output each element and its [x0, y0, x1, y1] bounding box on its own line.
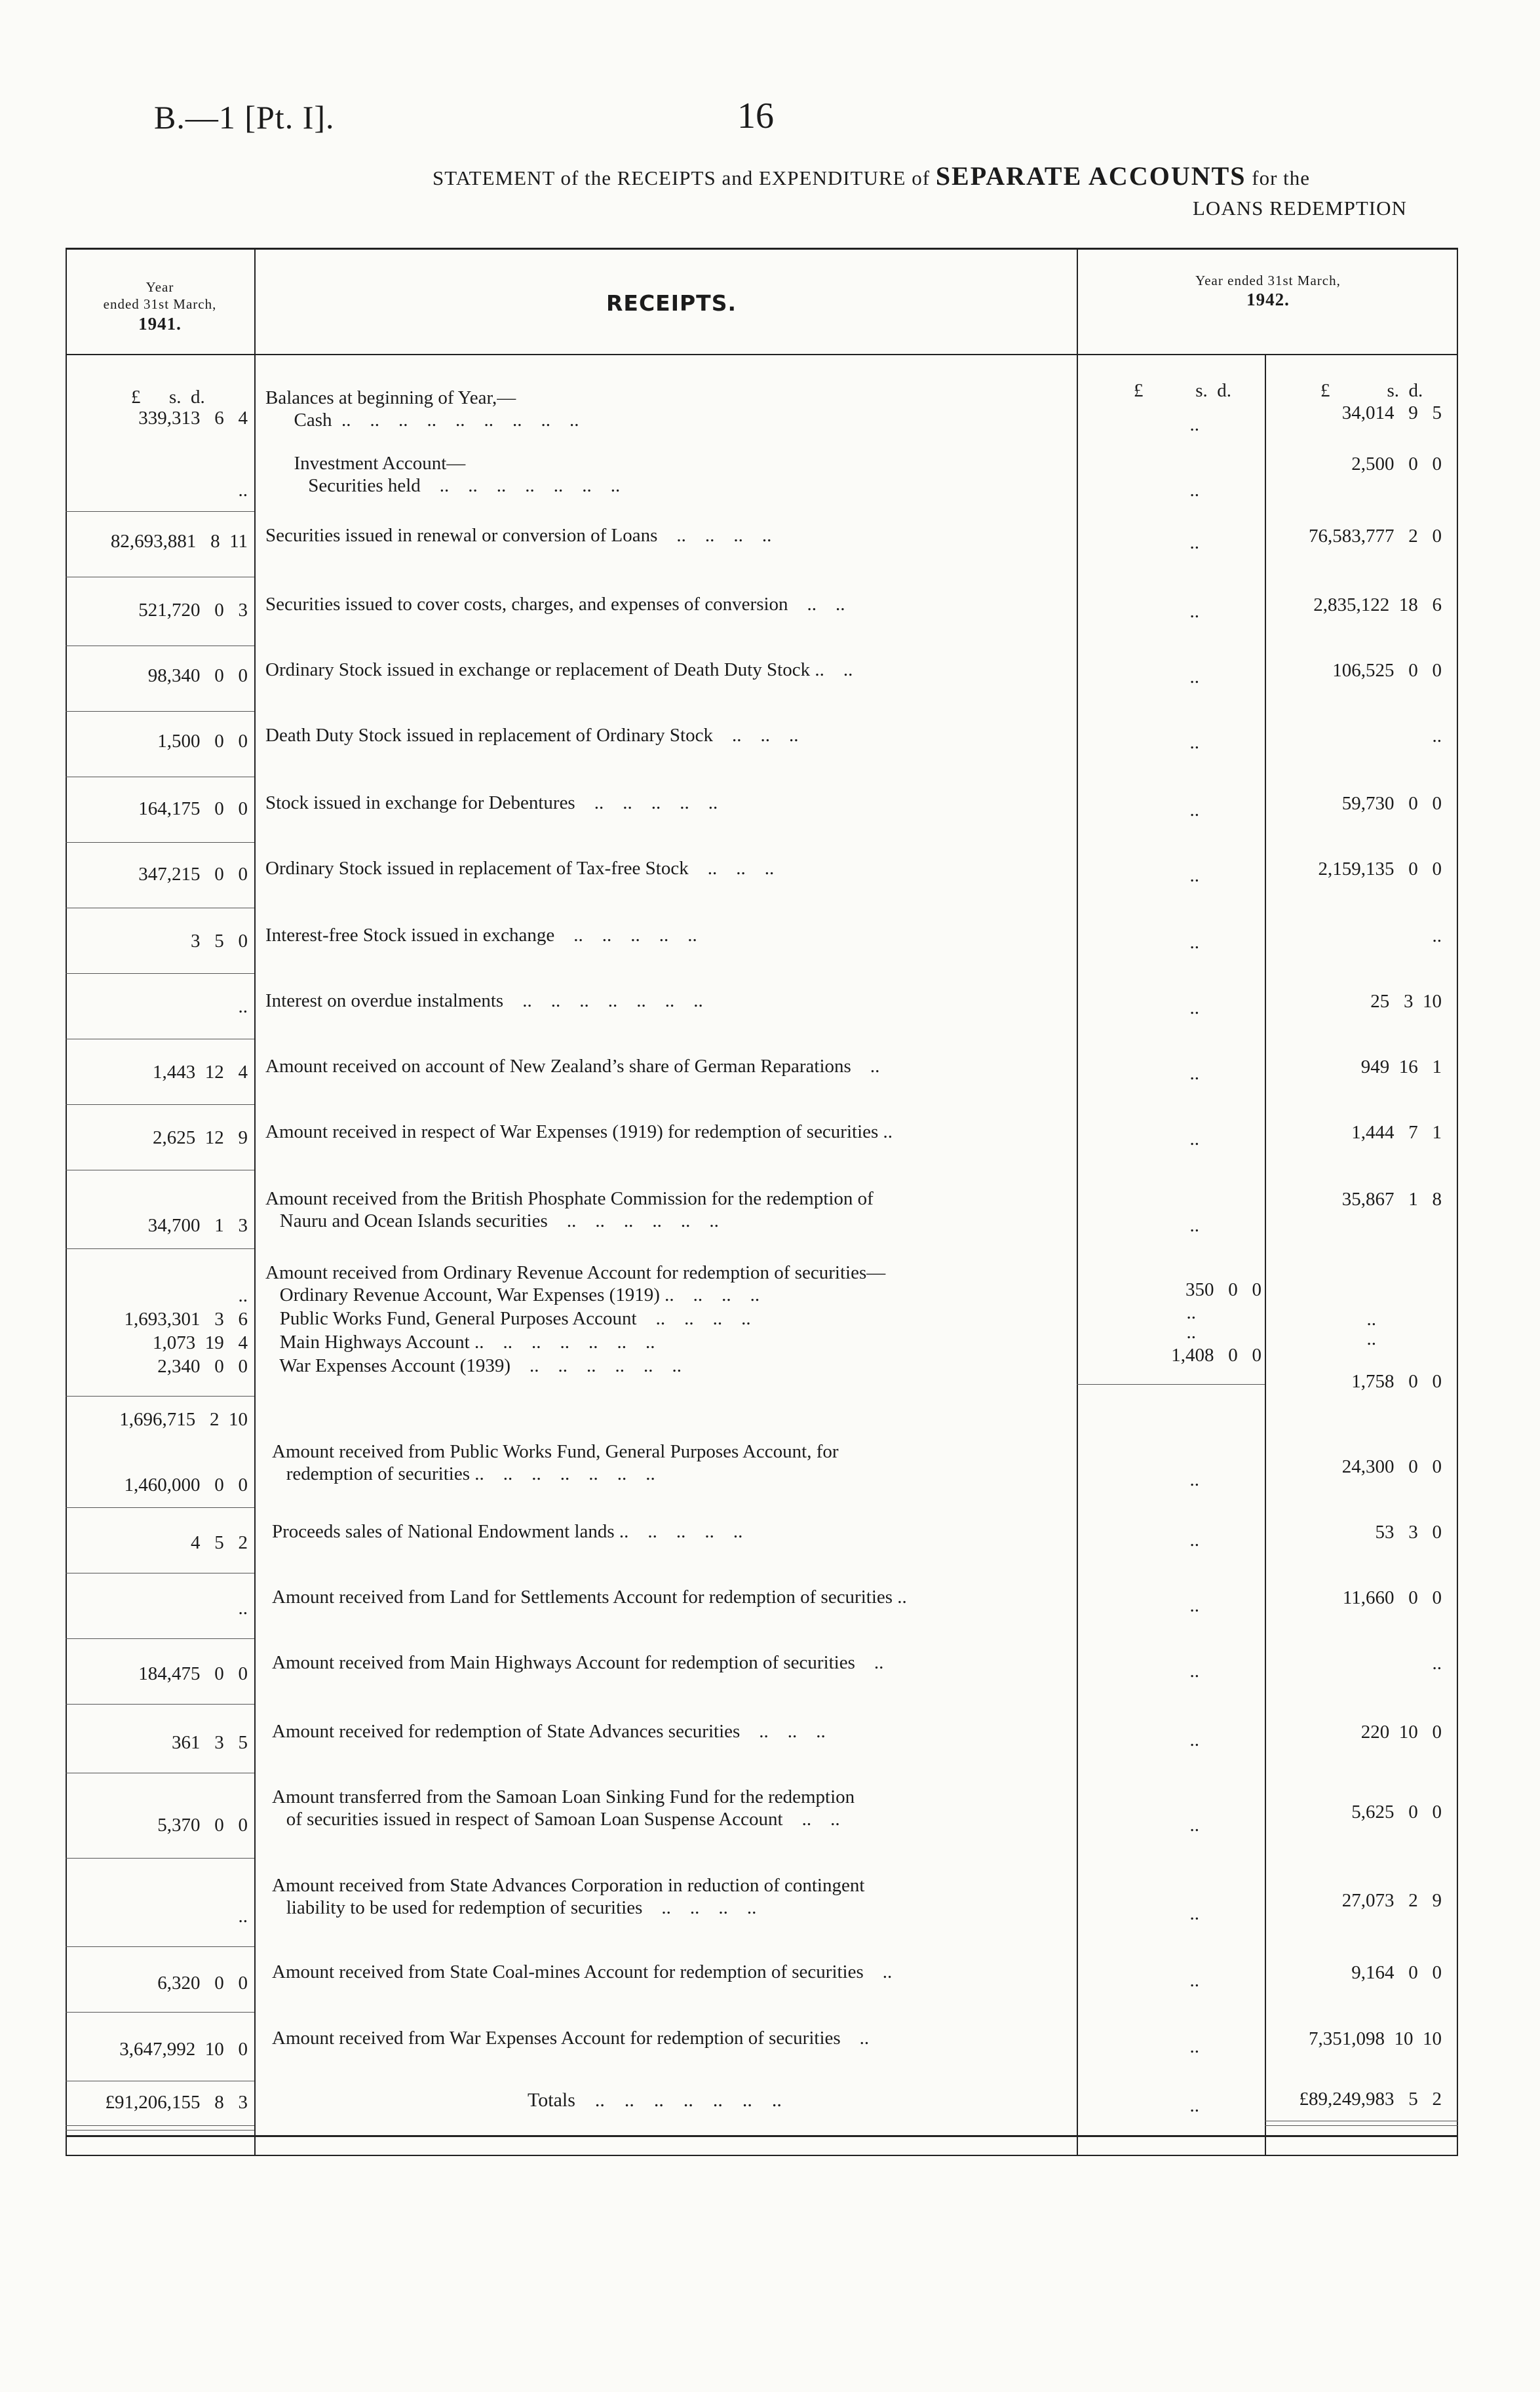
prev-year-amount: .. [238, 1285, 248, 1306]
current-year-amount: 25 3 10 [1370, 991, 1442, 1012]
prev-year-amount: 1,500 0 0 [157, 731, 248, 752]
col-rule-1 [254, 248, 256, 2156]
prev-year-amount: 1,073 19 4 [153, 1332, 248, 1353]
prev-year-total: £91,206,155 8 3 [105, 2092, 248, 2113]
current-year-amount: 2,500 0 0 [1351, 453, 1442, 474]
title-bold: SEPARATE ACCOUNTS [935, 161, 1246, 191]
group-rule-prev [66, 1396, 254, 1397]
current-year-subtotal: .. [1189, 1063, 1199, 1084]
current-year-subtotal: .. [1189, 997, 1199, 1018]
receipt-description: Ordinary Stock issued in exchange or replacement of Death Duty Stock .. .. [265, 659, 853, 680]
current-year-amount: 949 16 1 [1360, 1056, 1442, 1077]
current-year-amount: 2,835,122 18 6 [1313, 594, 1442, 615]
receipt-description: Investment Account— [265, 453, 466, 474]
current-year-subtotal: 1,408 0 0 [1171, 1345, 1261, 1366]
receipt-description: Securities held .. .. .. .. .. .. .. [265, 475, 621, 496]
current-year-subtotal: .. [1189, 2036, 1199, 2057]
current-year-subtotal: .. [1189, 480, 1199, 501]
units-prev: £ s. d. [131, 387, 205, 408]
prev-year-amount: 82,693,881 8 11 [110, 531, 248, 552]
current-year-amount: 35,867 1 8 [1341, 1189, 1442, 1210]
header-rule [66, 354, 1458, 355]
prev-year-amount: 347,215 0 0 [138, 864, 248, 885]
current-year-amount: 76,583,777 2 0 [1309, 526, 1442, 547]
prev-year-amount: 5,370 0 0 [157, 1815, 248, 1836]
prev-year-amount: 361 3 5 [172, 1732, 248, 1753]
statement-title [433, 161, 1310, 191]
title-prefix: STATEMENT of the RECEIPTS and EXPENDITURE of [433, 166, 931, 189]
current-year-amount: 106,525 0 0 [1332, 660, 1442, 681]
prev-year-label: Year [145, 279, 174, 295]
prev-year-amount: 1,443 12 4 [153, 1062, 248, 1083]
prev-year-value: 1941. [138, 313, 182, 334]
prev-year-amount: 521,720 0 3 [138, 600, 248, 621]
receipt-description: Proceeds sales of National Endowment lands .. .. .. .. .. [272, 1521, 743, 1542]
current-year-subtotal: .. [1189, 1128, 1199, 1149]
receipt-description: Amount received from Main Highways Account for redemption of securities .. [272, 1652, 884, 1673]
prev-year-amount: 1,693,301 3 6 [124, 1309, 248, 1330]
receipt-description: of securities issued in respect of Samoan Loan Suspense Account .. .. [272, 1809, 840, 1830]
current-year-subtotal: .. [1189, 800, 1199, 820]
row-rule-prev [66, 1248, 254, 1249]
receipt-description: Ordinary Stock issued in replacement of Tax-free Stock .. .. .. [265, 858, 775, 879]
current-year-amount: 27,073 2 9 [1341, 1890, 1442, 1911]
page-number: 16 [737, 96, 774, 136]
receipt-description: Amount received from War Expenses Account for redemption of securities .. [272, 2028, 870, 2049]
current-year-subtotal: .. [1186, 1322, 1196, 1343]
current-year-subtotal: .. [1189, 601, 1199, 622]
row-rule-prev [66, 711, 254, 712]
current-year-amount: 59,730 0 0 [1341, 793, 1442, 814]
totals-rule-cur-2 [1265, 2125, 1458, 2126]
receipt-description: redemption of securities .. .. .. .. .. .. .. [272, 1463, 655, 1484]
units-mid: £ s. d. [1134, 380, 1232, 401]
prev-year-amount: 164,175 0 0 [138, 798, 248, 819]
prev-year-amount: 4 5 2 [191, 1532, 248, 1553]
current-year-subtotal: .. [1189, 1530, 1199, 1551]
row-rule-prev [66, 2012, 254, 2013]
row-rule-prev [66, 842, 254, 843]
current-year-amount: 34,014 9 5 [1341, 402, 1442, 423]
receipt-description: Amount received from the British Phosphate Commission for the redemption of [265, 1188, 874, 1209]
totals-rule-prev-2 [66, 2130, 254, 2131]
current-year-amount: 2,159,135 0 0 [1318, 858, 1442, 879]
current-year-amount: .. [1432, 1653, 1442, 1674]
group-item-description: War Expenses Account (1939) .. .. .. .. .. .. [265, 1355, 682, 1376]
current-year-value: 1942. [1246, 290, 1290, 310]
group-item-description: Ordinary Revenue Account, War Expenses (1919) .. .. .. .. [265, 1284, 760, 1305]
current-year-amount: 11,660 0 0 [1342, 1587, 1442, 1608]
row-rule-prev [66, 1507, 254, 1508]
current-year-subtotal: .. [1189, 1469, 1199, 1490]
totals-label: Totals .. .. .. .. .. .. .. [528, 2089, 782, 2111]
current-year-heading [1078, 272, 1458, 311]
receipt-description: Amount received from State Advances Corporation in reduction of contingent [272, 1875, 865, 1896]
receipt-description: Interest-free Stock issued in exchange .. .. .. .. .. [265, 925, 697, 946]
units-cur: £ s. d. [1320, 380, 1423, 401]
col-rule-2 [1077, 248, 1078, 2156]
receipt-description: Amount transferred from the Samoan Loan Sinking Fund for the redemption [272, 1786, 855, 1807]
receipt-description: Securities issued to cover costs, charges, and expenses of conversion .. .. [265, 594, 845, 615]
receipt-description: Securities issued in renewal or conversion of Loans .. .. .. .. [265, 525, 772, 546]
col-rule-3 [1265, 354, 1266, 2156]
current-year-subtotal: .. [1189, 732, 1199, 753]
current-year-subtotal: .. [1189, 1903, 1199, 1924]
current-year-amount: 1,444 7 1 [1351, 1122, 1442, 1143]
statement-subtitle: LOANS REDEMPTION [1193, 197, 1407, 220]
receipt-description: Amount received for redemption of State Advances securities .. .. .. [272, 1721, 826, 1742]
current-year-amount: 24,300 0 0 [1341, 1456, 1442, 1477]
prev-year-amount: 34,700 1 3 [147, 1215, 248, 1236]
current-year-amount: .. [1366, 1309, 1376, 1330]
prev-year-amount: 98,340 0 0 [147, 665, 248, 686]
current-year-amount: 7,351,098 10 10 [1309, 2028, 1442, 2049]
current-year-subtotal: .. [1189, 1595, 1199, 1616]
prev-year-amount: .. [238, 996, 248, 1017]
receipt-description: Death Duty Stock issued in replacement of Ordinary Stock .. .. .. [265, 725, 799, 746]
group-rule-mid [1077, 1384, 1265, 1385]
receipt-description: Interest on overdue instalments .. .. .. .. .. .. .. [265, 990, 703, 1011]
current-year-subtotal: .. [1189, 1815, 1199, 1836]
receipt-description: Stock issued in exchange for Debentures .. .. .. .. .. [265, 792, 718, 813]
prev-year-amount: 1,460,000 0 0 [124, 1475, 248, 1495]
current-year-amount: 5,625 0 0 [1351, 1802, 1442, 1823]
row-rule-prev [66, 1858, 254, 1859]
group-description: Amount received from Ordinary Revenue Account for redemption of securities— [265, 1262, 886, 1283]
receipt-description: Amount received from State Coal-mines Account for redemption of securities .. [272, 1961, 893, 1982]
current-year-subtotal: .. [1189, 1661, 1199, 1682]
current-year-ended: Year ended 31st March, [1195, 273, 1341, 288]
current-year-subtotal: .. [1189, 865, 1199, 886]
prev-year-amount: .. [238, 1906, 248, 1927]
prev-year-group-total: 1,696,715 2 10 [119, 1409, 248, 1430]
current-year-total: £89,249,983 5 2 [1299, 2089, 1442, 2110]
receipt-description: Amount received on account of New Zealand’s share of German Reparations .. [265, 1056, 880, 1077]
totals-rule-prev-1 [66, 2125, 254, 2126]
current-year-amount: .. [1432, 725, 1442, 746]
current-year-amount: .. [1432, 925, 1442, 946]
receipt-description: Cash .. .. .. .. .. .. .. .. .. [265, 410, 579, 431]
current-year-subtotal: .. [1189, 1215, 1199, 1236]
prev-year-amount: 3 5 0 [191, 931, 248, 952]
prev-year-amount: .. [238, 480, 248, 501]
receipt-description: Amount received from Land for Settlements Account for redemption of securities .. [272, 1587, 907, 1608]
row-rule-prev [66, 1638, 254, 1639]
prev-year-amount: .. [238, 1598, 248, 1619]
row-rule-prev [66, 1104, 254, 1105]
table-bottom-rule [66, 2135, 1458, 2137]
prev-year-heading [66, 279, 254, 335]
receipt-description: Amount received in respect of War Expenses (1919) for redemption of securities .. [265, 1121, 893, 1142]
current-year-subtotal: .. [1189, 414, 1199, 435]
current-year-amount: .. [1366, 1328, 1376, 1349]
current-year-amount: 9,164 0 0 [1351, 1962, 1442, 1983]
current-year-subtotal: .. [1186, 1302, 1196, 1323]
document-reference: B.—1 [Pt. I]. [154, 99, 335, 136]
receipt-description: Amount received from Public Works Fund, General Purposes Account, for [272, 1441, 839, 1462]
current-year-amount: 53 3 0 [1375, 1522, 1442, 1543]
row-rule-prev [66, 1946, 254, 1947]
receipt-description: Nauru and Ocean Islands securities .. .. .. .. .. .. [265, 1210, 719, 1231]
prev-year-amount: 184,475 0 0 [138, 1663, 248, 1684]
current-year-subtotal: 350 0 0 [1185, 1279, 1261, 1300]
current-year-subtotal: .. [1189, 532, 1199, 553]
current-year-subtotal: .. [1189, 932, 1199, 953]
prev-year-amount: 2,625 12 9 [153, 1127, 248, 1148]
prev-year-amount: 3,647,992 10 0 [119, 2039, 248, 2060]
prev-year-amount: 339,313 6 4 [138, 408, 248, 429]
group-item-description: Main Highways Account .. .. .. .. .. .. .. [265, 1332, 655, 1353]
title-suffix: for the [1252, 166, 1311, 189]
receipt-description: Balances at beginning of Year,— [265, 387, 516, 408]
current-year-subtotal: .. [1189, 666, 1199, 687]
row-rule-prev [66, 1704, 254, 1705]
receipt-description: liability to be used for redemption of securities .. .. .. .. [272, 1897, 757, 1918]
current-year-subtotal: .. [1189, 1970, 1199, 1991]
current-year-amount: 220 10 0 [1360, 1722, 1442, 1743]
prev-year-amount: 6,320 0 0 [157, 1973, 248, 1994]
current-year-subtotal: .. [1189, 1729, 1199, 1750]
row-rule-prev [66, 511, 254, 512]
current-year-group-total: 1,758 0 0 [1351, 1371, 1442, 1392]
group-item-description: Public Works Fund, General Purposes Account .. .. .. .. [265, 1308, 751, 1329]
prev-year-ended: ended 31st March, [103, 296, 217, 313]
current-year-total-subtotal: .. [1189, 2095, 1199, 2116]
prev-year-amount: 2,340 0 0 [157, 1356, 248, 1377]
receipts-heading: RECEIPTS. [606, 290, 737, 316]
row-rule-prev [66, 973, 254, 974]
